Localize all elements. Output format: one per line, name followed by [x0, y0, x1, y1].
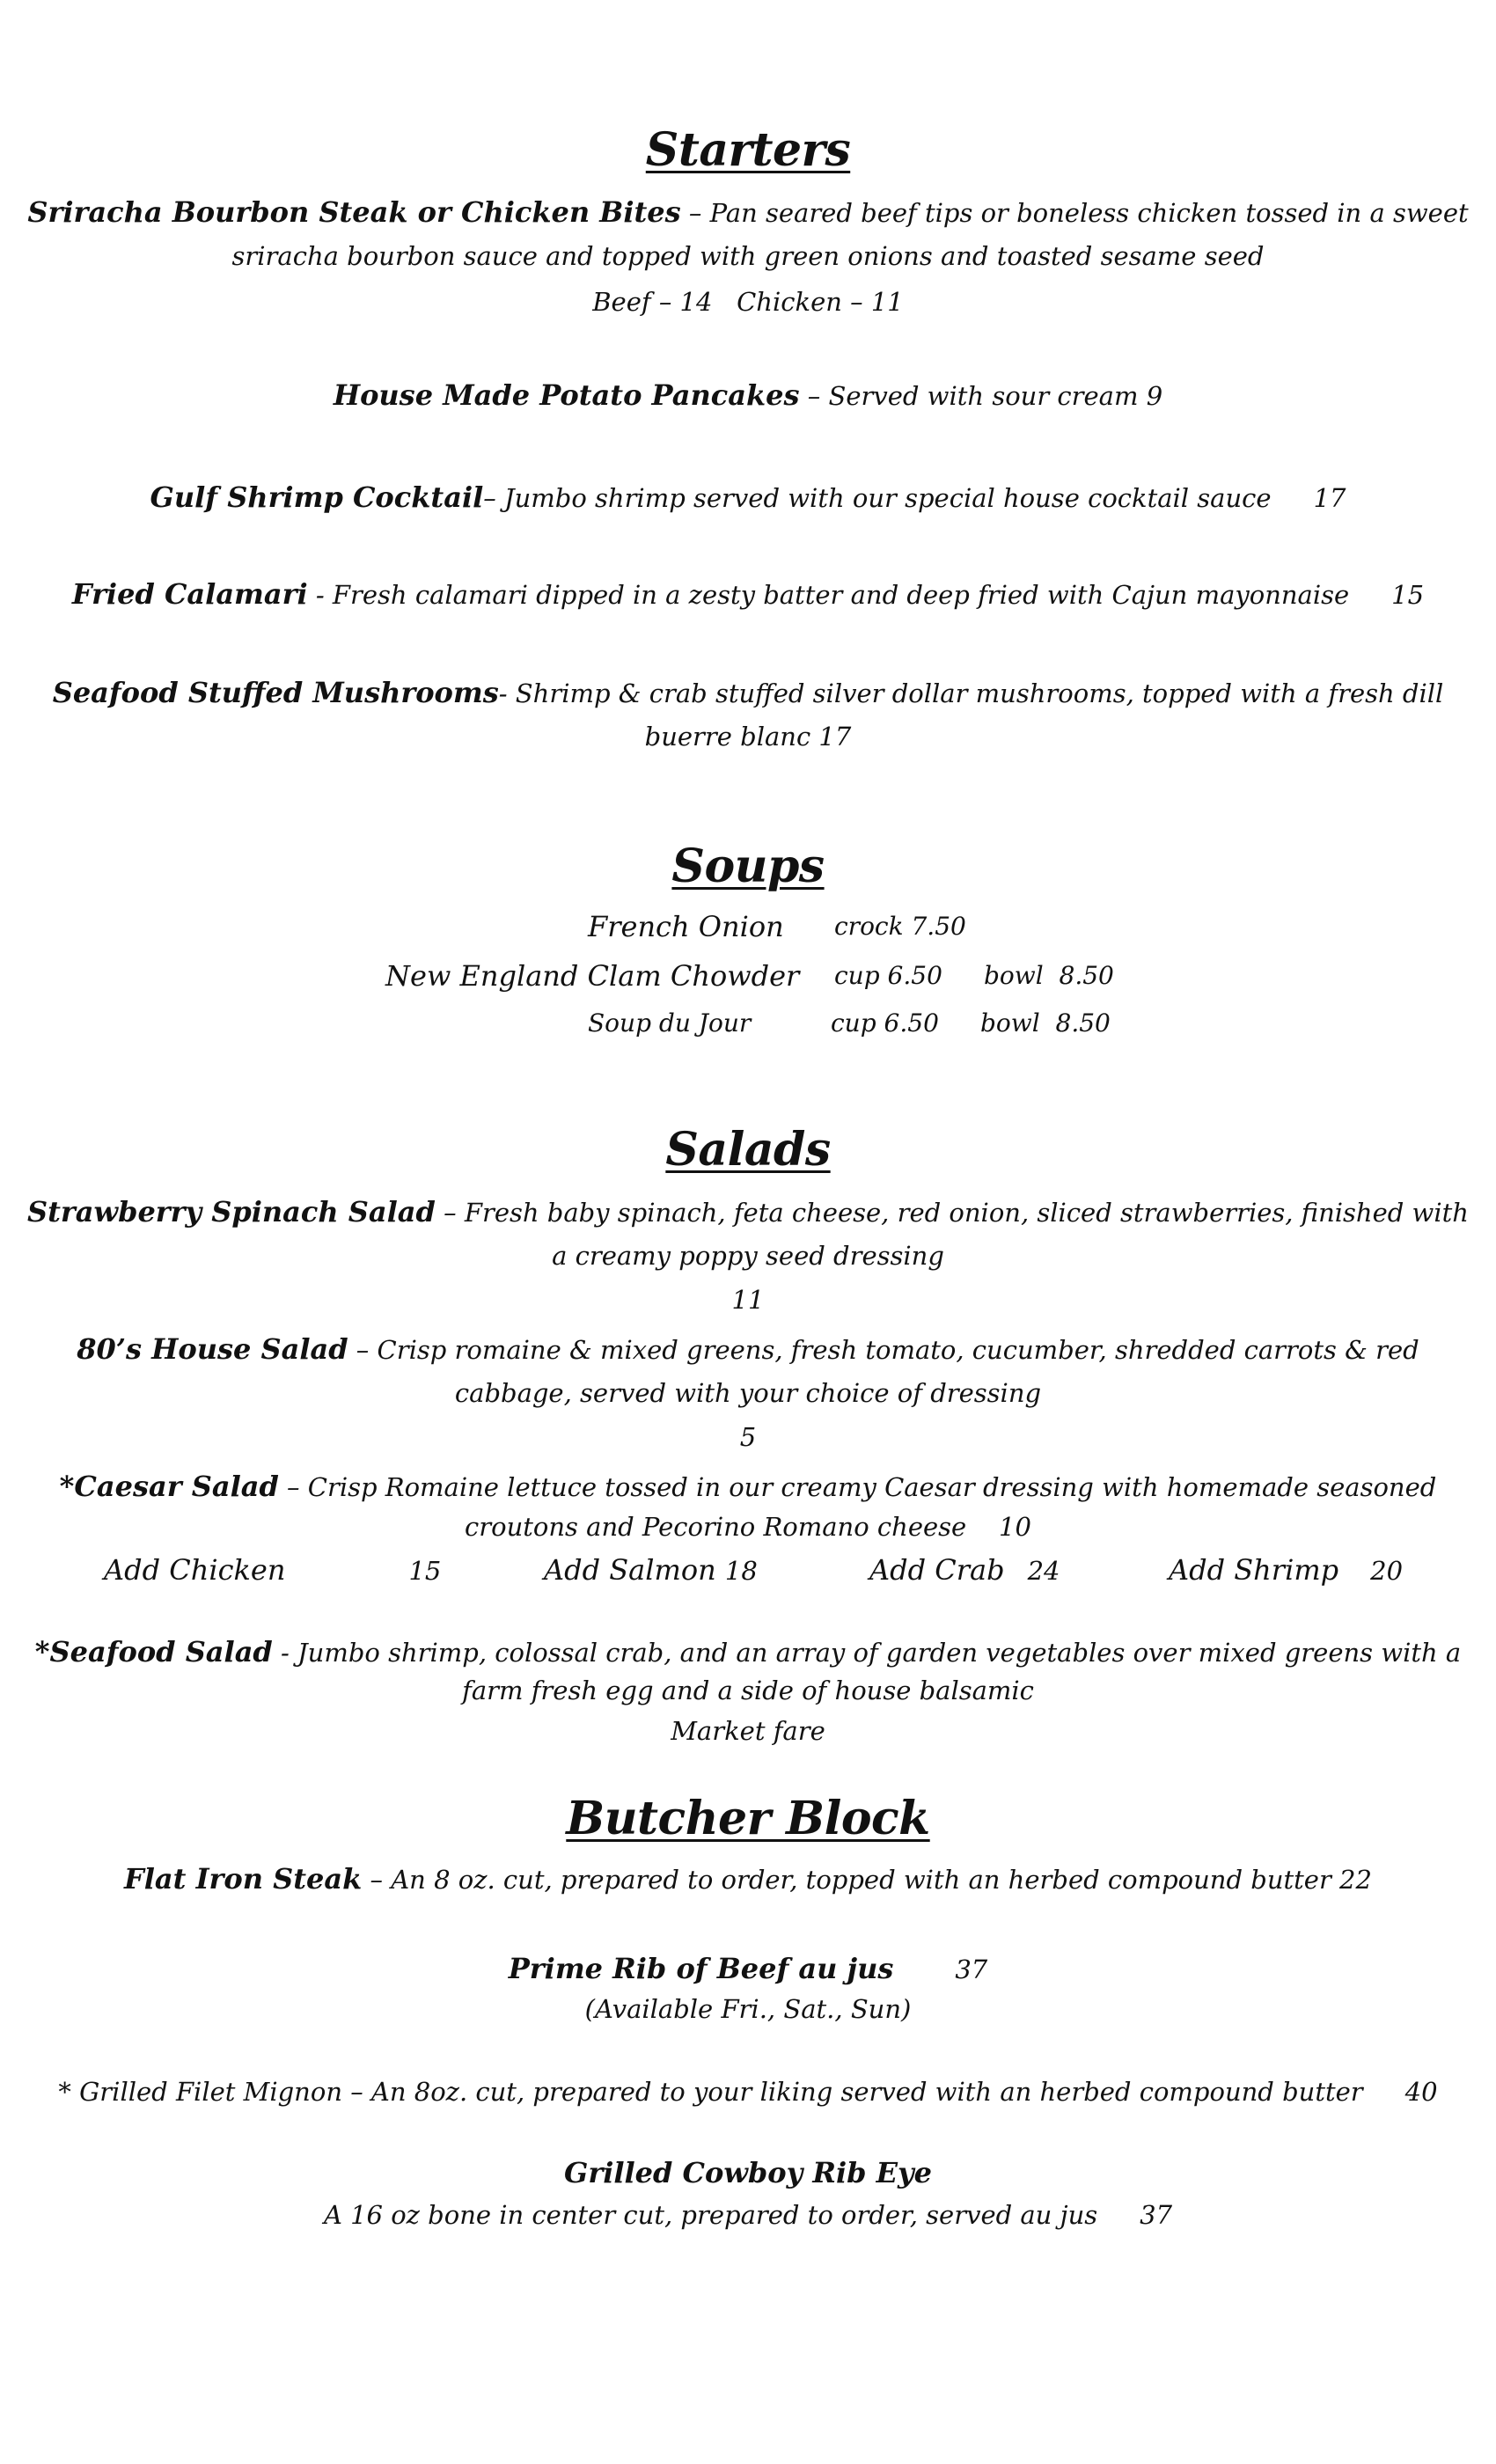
soup-price-cup: cup 6.50: [834, 961, 942, 990]
butcher-price: 37: [1140, 2200, 1173, 2230]
starter-item-stuffed-mushrooms: Seafood Stuffed Mushrooms- Shrimp & crab stuffed silver dollar mushrooms, topped with a fresh dill: [52, 676, 1444, 709]
addon-label: Add Shrimp: [1169, 1553, 1339, 1587]
soups-heading: Soups: [671, 840, 825, 893]
addon-price: 20: [1370, 1556, 1404, 1586]
starter-desc: Jumbo shrimp served with our special house cocktail sauce: [503, 483, 1272, 513]
addon-label: Add Salmon: [544, 1553, 716, 1587]
starter-name: House Made Potato Pancakes: [333, 378, 800, 412]
starter-item-potato-pancakes: House Made Potato Pancakes – Served with sour cream 9: [333, 378, 1163, 412]
butcher-item-filet-mignon: [0, 2077, 1496, 2107]
starter-desc-line: buerre blanc 17: [644, 722, 852, 752]
salad-desc-line: a creamy poppy seed dressing: [552, 1241, 944, 1271]
addon-label: Add Crab: [869, 1553, 1005, 1587]
starter-name: Gulf Shrimp Cocktail: [150, 480, 484, 514]
butcher-item-cowboy-rib-eye: [0, 2156, 1496, 2189]
starter-price: 17: [1313, 483, 1346, 513]
starter-prices: Beef – 14 Chicken – 11: [592, 287, 904, 317]
salad-name: Strawberry Spinach Salad: [27, 1195, 436, 1228]
butcher-item-flat-iron: Flat Iron Steak – An 8 oz. cut, prepared to order, topped with an herbed compound butter 22: [124, 1862, 1372, 1896]
addon-chicken: [104, 1553, 441, 1587]
salad-market-fare: Market fare: [671, 1716, 825, 1746]
salad-desc-line: cabbage, served with your choice of dressing: [454, 1378, 1042, 1408]
soup-price-bowl: bowl 8.50: [984, 961, 1114, 990]
starter-name: Fried Calamari: [71, 577, 308, 611]
salads-heading: Salads: [665, 1123, 831, 1177]
starter-price: 15: [1391, 580, 1425, 610]
butcher-block-heading: Butcher Block: [566, 1792, 930, 1845]
salad-item-house: 80’s House Salad – Crisp romaine & mixed greens, fresh tomato, cucumber, shredded carrots & red: [77, 1332, 1419, 1366]
starter-name: Sriracha Bourbon Steak or Chicken Bites: [27, 195, 681, 229]
starter-desc-line: sriracha bourbon sauce and topped with green onions and toasted sesame seed: [231, 241, 1265, 271]
addon-salmon: [544, 1553, 758, 1587]
starter-desc: Shrimp & crab stuffed silver dollar mushrooms, topped with a fresh dill: [515, 678, 1444, 708]
soup-name: French Onion: [588, 910, 784, 943]
butcher-desc: A 16 oz bone in center cut, prepared to order, served au jus: [323, 2200, 1098, 2230]
salad-desc-line: croutons and Pecorino Romano cheese 10: [465, 1512, 1031, 1542]
starter-desc: Pan seared beef tips or boneless chicken tossed in a sweet: [709, 198, 1469, 228]
soup-price-cup: cup 6.50: [831, 1008, 939, 1038]
salad-desc: Fresh baby spinach, feta cheese, red onion, sliced strawberries, finished with: [464, 1198, 1469, 1228]
salad-desc: Crisp Romaine lettuce tossed in our creamy Caesar dressing with homemade seasoned: [307, 1472, 1437, 1502]
addon-shrimp: [1169, 1553, 1403, 1587]
starter-item-sriracha: Sriracha Bourbon Steak or Chicken Bites – Pan seared beef tips or boneless chicken tossed in a sweet: [27, 195, 1469, 229]
salad-item-seafood: *Seafood Salad - Jumbo shrimp, colossal crab, and an array of garden vegetables over mixed greens with a: [34, 1635, 1462, 1668]
butcher-price: 37: [955, 1954, 988, 1984]
starters-heading: Starters: [645, 123, 851, 177]
soup-price-crock: crock 7.50: [834, 912, 966, 941]
salad-desc: Crisp romaine & mixed greens, fresh tomato, cucumber, shredded carrots & red: [377, 1335, 1419, 1365]
addon-price: 24: [1027, 1556, 1060, 1586]
starter-desc: Served with sour cream 9: [828, 381, 1163, 411]
salad-price: 5: [739, 1422, 757, 1452]
salad-item-caesar: *Caesar Salad – Crisp Romaine lettuce tossed in our creamy Caesar dressing with homemade seasoned: [59, 1470, 1437, 1503]
butcher-desc-line: [0, 2200, 1496, 2230]
salad-item-strawberry-spinach: Strawberry Spinach Salad – Fresh baby spinach, feta cheese, red onion, sliced strawberries, finished with: [27, 1195, 1469, 1228]
butcher-name: Flat Iron Steak: [124, 1862, 363, 1896]
soup-name: Soup du Jour: [588, 1008, 752, 1038]
starter-desc: Fresh calamari dipped in a zesty batter and deep fried with Cajun mayonnaise: [332, 580, 1350, 610]
salad-name: *Caesar Salad: [59, 1470, 279, 1503]
salad-desc-line: farm fresh egg and a side of house balsamic: [462, 1676, 1034, 1705]
starter-item-shrimp-cocktail: Gulf Shrimp Cocktail– Jumbo shrimp served with our special house cocktail sauce 17: [150, 480, 1346, 514]
butcher-item-prime-rib: [0, 1952, 1496, 1985]
addon-label: Add Chicken: [104, 1553, 286, 1587]
butcher-name: Grilled Cowboy Rib Eye: [564, 2156, 932, 2189]
addon-price: 15: [408, 1556, 442, 1586]
salad-name: *Seafood Salad: [34, 1635, 273, 1668]
butcher-name: Prime Rib of Beef au jus: [508, 1952, 894, 1985]
salad-price: 11: [731, 1285, 765, 1315]
salad-desc: Jumbo shrimp, colossal crab, and an array of garden vegetables over mixed greens with a: [297, 1638, 1462, 1668]
butcher-desc: * Grilled Filet Mignon – An 8oz. cut, prepared to your liking served with an herbed compound butter: [58, 2077, 1363, 2107]
soup-name: New England Clam Chowder: [385, 959, 800, 993]
butcher-price: 40: [1404, 2077, 1438, 2107]
addon-price: 18: [724, 1556, 758, 1586]
butcher-note: (Available Fri., Sat., Sun): [584, 1994, 912, 2024]
salad-name: 80’s House Salad: [77, 1332, 348, 1366]
starter-name: Seafood Stuffed Mushrooms: [52, 676, 499, 709]
starter-item-calamari: Fried Calamari - Fresh calamari dipped in a zesty batter and deep fried with Cajun mayonnaise 15: [71, 577, 1425, 611]
soup-price-bowl: bowl 8.50: [980, 1008, 1111, 1038]
butcher-desc: An 8 oz. cut, prepared to order, topped with an herbed compound butter 22: [391, 1865, 1372, 1895]
addon-crab: [869, 1553, 1060, 1587]
